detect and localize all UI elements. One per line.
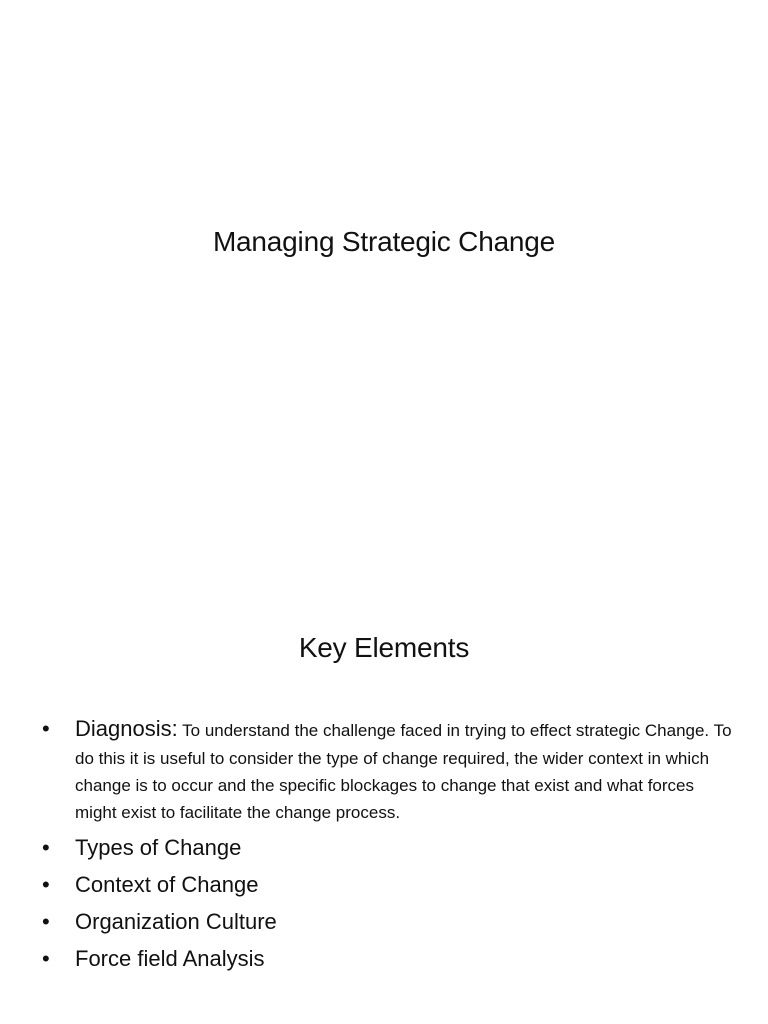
bullet-label: Context of Change [75, 872, 259, 897]
slide-heading: Key Elements [298, 632, 470, 663]
bullet-icon: • [42, 716, 50, 741]
bullet-item-force-field-analysis [42, 942, 732, 979]
bullet-icon: • [42, 872, 50, 897]
slide-key-elements [0, 576, 768, 1024]
bullet-label: Force field Analysis [75, 946, 265, 971]
bullet-body: To understand the challenge faced in trying to effect strategic Change. To do this it is useful to consider the type of change required, the wider context in which change is to occur and the specific blockages to change that exist and what forces might exist to facilitate the change process. [75, 721, 732, 822]
bullet-heading: Diagnosis: [75, 716, 178, 741]
bullet-item-context-of-change [42, 868, 732, 905]
bullet-item-diagnosis [42, 712, 732, 827]
bullet-label: Types of Change [75, 835, 242, 860]
bullet-label: Organization Culture [75, 909, 277, 934]
bullet-icon: • [42, 946, 50, 971]
bullet-icon: • [42, 909, 50, 934]
bullet-item-types-of-change [42, 831, 732, 868]
bullet-item-organization-culture [42, 905, 732, 942]
bullet-list [42, 712, 732, 979]
slide-title: Managing Strategic Change [212, 226, 556, 257]
bullet-text [75, 712, 732, 827]
bullet-icon: • [42, 835, 50, 860]
